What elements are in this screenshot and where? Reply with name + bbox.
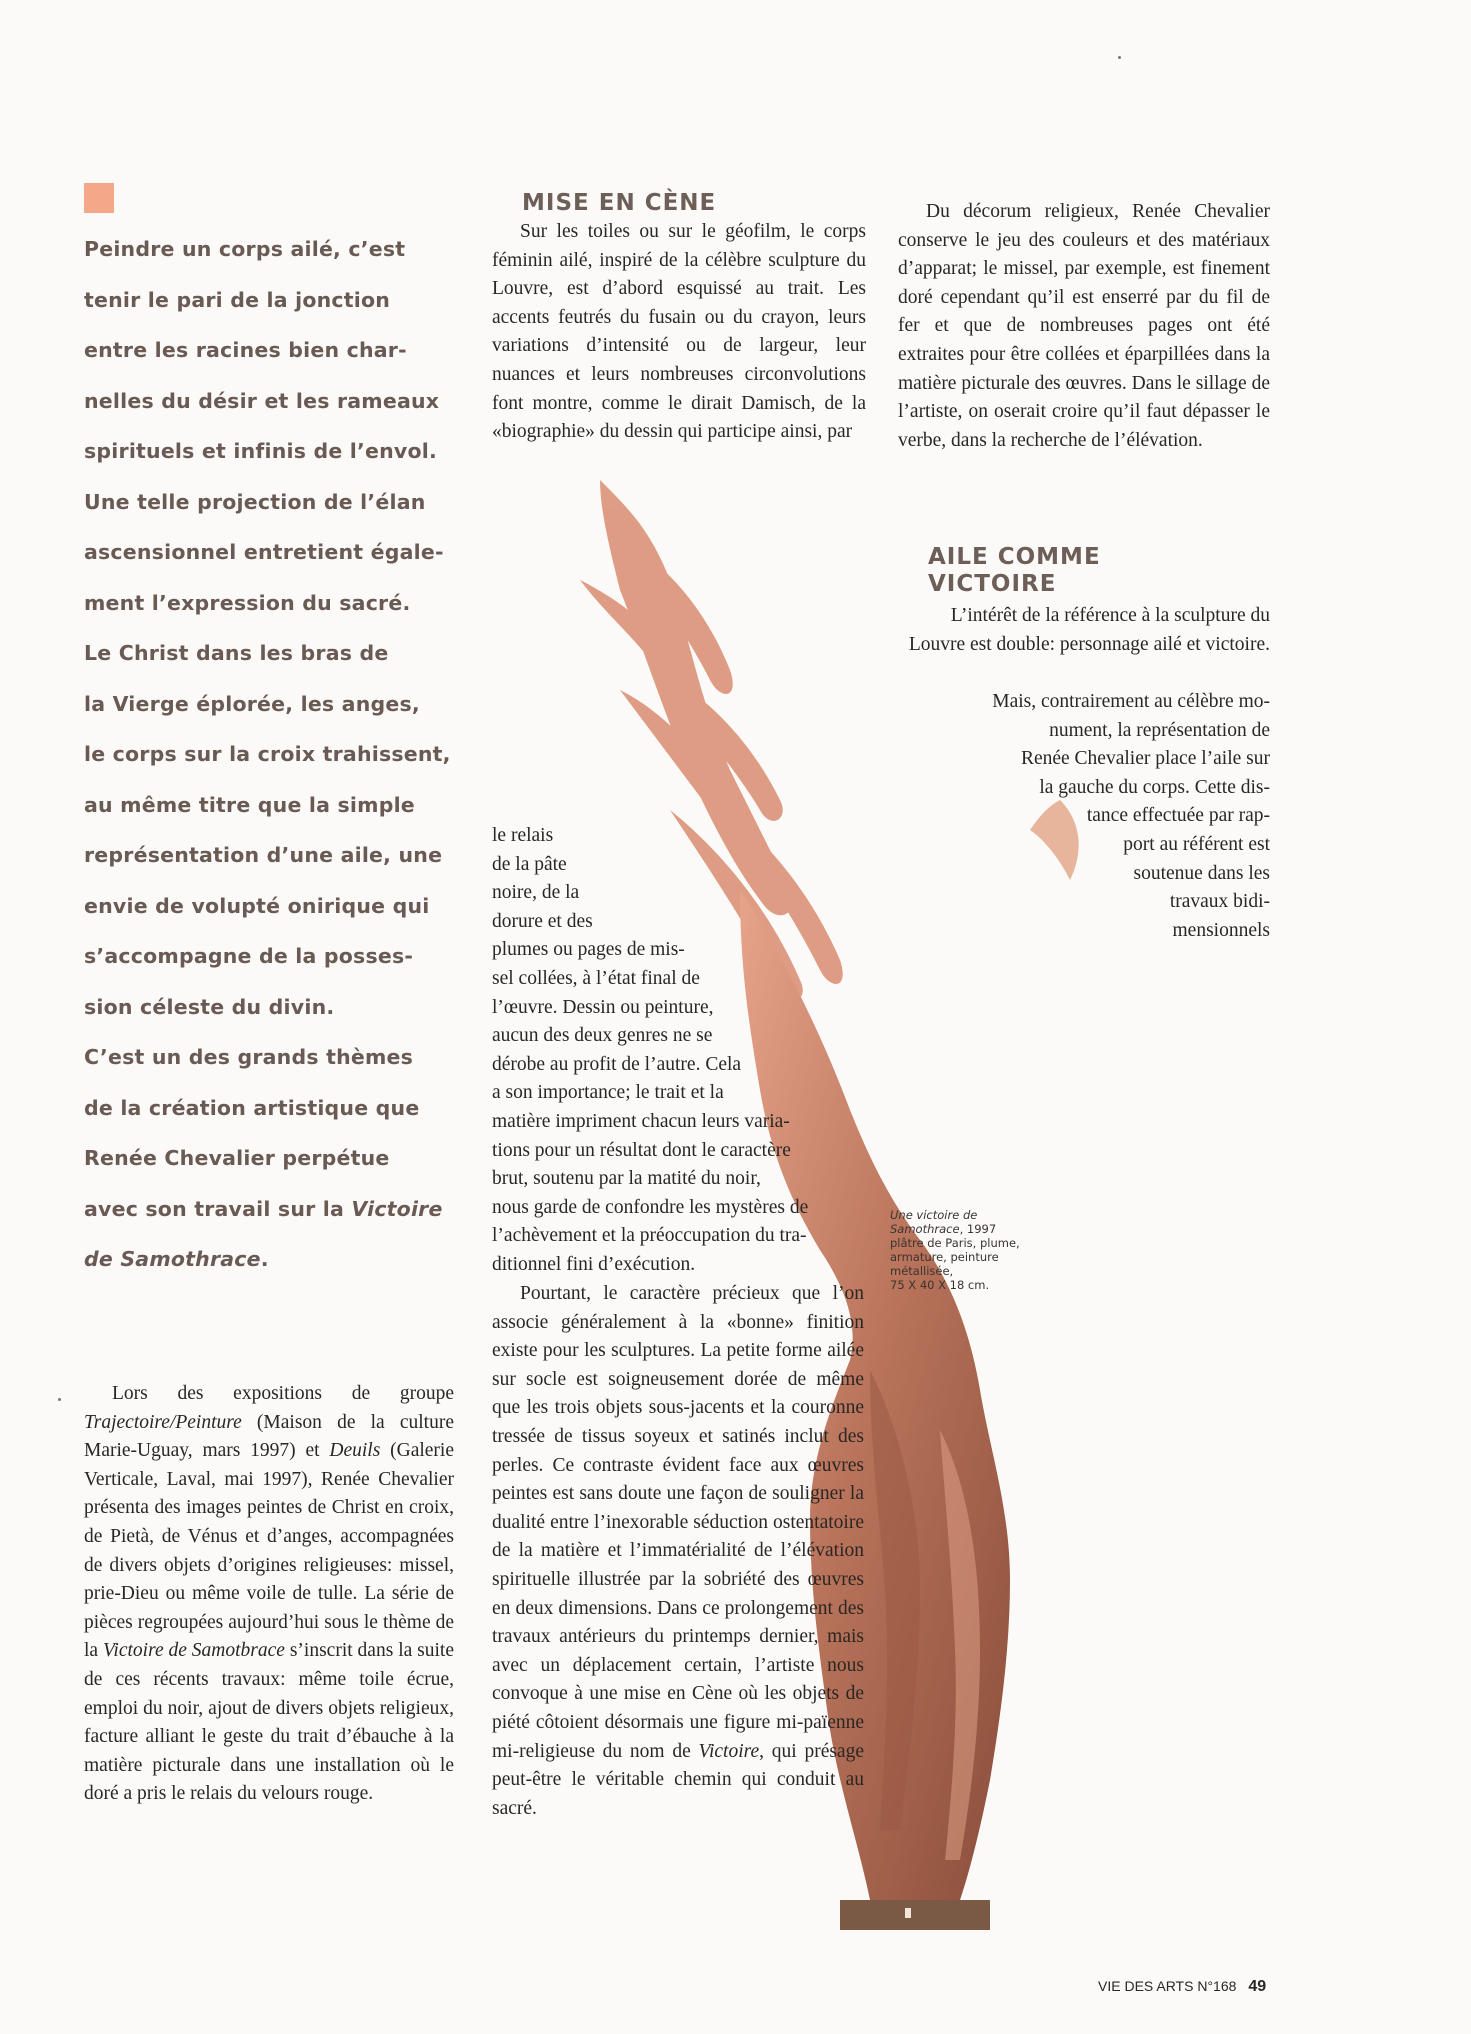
pull-quote-line: sion céleste du divin. [84, 994, 335, 1019]
caption-text: , 1997 [959, 1222, 997, 1236]
speck [1118, 56, 1121, 59]
paragraph: L’intérêt de la référence à la sculpture du Louvre est double: personnage ailé et victoire. [908, 605, 1270, 655]
pull-quote-line: spirituels et infinis de l’envol. [84, 439, 437, 463]
caption-line [890, 1208, 1040, 1236]
wrap-line: l’œuvre. Dessin ou peinture, [492, 996, 714, 1018]
exhibition-title: Trajectoire/Peinture [84, 1411, 242, 1433]
pull-quote-line: ascensionnel entretient égale- [84, 540, 444, 564]
caption-line: armature, peinture [890, 1250, 999, 1264]
wrap-line: plumes ou pages de mis- [492, 939, 685, 961]
wrap-line: la gauche du corps. Cette dis- [1039, 776, 1270, 798]
caption-line: métallisée, [890, 1264, 954, 1278]
caption-title: Une victoire de Samothrace [890, 1208, 978, 1236]
wrap-line: sel collées, à l’état final de [492, 967, 700, 989]
caption-line: plâtre de Paris, plume, [890, 1236, 1020, 1250]
pull-quote-line: Renée Chevalier perpétue [84, 1146, 390, 1170]
series-title: Victoire de Samotbrace [102, 1640, 285, 1662]
pull-quote-line: représentation d’une aile, une [84, 843, 443, 867]
wrap-line: aucun des deux genres ne se [492, 1025, 713, 1047]
paragraph [492, 1280, 864, 1823]
wrap-line: l’achèvement et la préoccupation du tra- [492, 1225, 807, 1247]
heading-line: AILE COMME [928, 544, 1101, 570]
column-3-wrap [898, 688, 1270, 945]
wrap-line: port au référent est [1123, 833, 1270, 855]
pull-quote-line: envie de volupté onirique qui [84, 893, 430, 918]
wrap-line: travaux bidi- [1169, 891, 1270, 913]
pull-quote-text: . [260, 1247, 269, 1271]
text: , qui présage peut-être le véritable chemin qui conduit au sacré. [492, 1740, 864, 1819]
pull-quote-italic: de Samothrace [84, 1247, 261, 1271]
pull-quote-line: entre les racines bien char- [84, 338, 407, 362]
wrap-line: a son importance; le trait et la [492, 1082, 724, 1104]
paragraph: Du décorum religieux, Renée Chevalier conserve le jeu des couleurs et des matériaux d’apparat; le missel, par exemple, est finement doré cependant qu’il est enserré par du fil de fer et que de nombreuses pages ont été extraites pour être collées et éparpillées dans la matière picturale des œuvres. Dans le sillage de l’artiste, on oserait croire qu’il faut dépasser le verbe, dans la recherche de l’élévation. [898, 201, 1270, 451]
paragraph: Sur les toiles ou sur le géofilm, le corps féminin ailé, inspiré de la célèbre sculpture du Louvre, est d’abord esquissé au trait. Les accents feutrés du fusain ou du crayon, leurs variations d’intensité ou de largeur, leur nuances et leurs nombreuses circonvolutions font montre, comme le dirait Damisch, de la «biographie» du dessin qui participe ainsi, par [492, 221, 866, 443]
exhibition-title: Deuils [329, 1440, 381, 1462]
speck [58, 1398, 61, 1401]
wrap-line: tance effectuée par rap- [1086, 805, 1270, 827]
text: (Galerie Verticale, Laval, mai 1997), Renée Chevalier présenta des images peintes de Christ en croix, de Pietà, de Vénus et d’anges, accompagnées de divers objets d’origines religieuses: missel, prie-Dieu ou même voile de tulle. La série de pièces regroupées aujourd’hui sous le thème de la [84, 1440, 454, 1662]
pull-quote-line: de la création artistique que [84, 1095, 420, 1120]
wrap-line: matière impriment chacun leurs varia- [492, 1110, 790, 1132]
accent-square [84, 183, 114, 213]
wrap-line: de la pâte [492, 853, 567, 875]
column-2-wrap [492, 822, 808, 1280]
pull-quote-italic: Victoire [351, 1196, 443, 1221]
pull-quote-line: Une telle projection de l’élan [84, 489, 426, 514]
column-2-bottom [492, 1280, 864, 1823]
pull-quote-line: s’accompagne de la posses- [84, 944, 414, 968]
pull-quote-text: avec son travail sur la [84, 1196, 345, 1221]
page-footer [1098, 1978, 1266, 1996]
pull-quote-line: C’est un des grands thèmes [84, 1045, 414, 1069]
text: Pourtant, le caractère précieux que l’on associe généralement à la «bonne» finition existe pour les sculptures. La petite forme ailée sur socle est soigneusement dorée de même que les trois objets sous-jacents et la couronne tressée de tissus soyeux et satinés inclut des perles. Ce contraste évident face aux œuvres peintes est sans doute une façon de souligner la dualité entre l’inexorable séduction ostentatoire de la matière et l’immatérialité de l’élévation spirituelle illustrée par la sobriété des œuvres en deux dimensions. Dans ce prolongement des travaux antérieurs du printemps dernier, mais avec un déplacement certain, l’artiste nous convoque à une mise en Cène où les objets de piété côtoient désormais une figure mi-païenne mi-religieuse du nom de [492, 1283, 864, 1762]
wrap-line: ditionnel fini d’exécution. [492, 1253, 696, 1275]
pull-quote-line [84, 1234, 444, 1285]
section-heading [928, 544, 1101, 598]
wrap-line: nous garde de confondre les mystères de [492, 1196, 809, 1218]
column-3-mid [898, 602, 1270, 659]
wrap-line: Renée Chevalier place l’aile sur [1020, 748, 1270, 770]
wrap-line: mensionnels [1172, 919, 1270, 941]
pull-quote-line [84, 1184, 444, 1235]
column-1 [84, 1380, 454, 1809]
heading-line: VICTOIRE [928, 571, 1057, 597]
pedestal-plate [905, 1908, 911, 1918]
text: s’inscrit dans la suite de ces récents travaux: même toile écrue, emploi du noir, ajout de divers objets religieux, facture alliant le geste du trait d’ébauche à la matière picturale dans une installation où le doré a pris le relais du velours rouge. [84, 1640, 454, 1805]
text: (Maison de la culture Marie-Uguay, mars 1997) et [84, 1411, 454, 1462]
page-number: 49 [1248, 1978, 1267, 1995]
wrap-line: le relais [492, 825, 554, 846]
wrap-line: dérobe au profit de l’autre. Cela [492, 1053, 742, 1075]
section-heading: MISE EN CÈNE [522, 190, 717, 216]
pull-quote-line: au même titre que la simple [84, 792, 415, 817]
paragraph [84, 1380, 454, 1809]
wrap-line: tions pour un résultat dont le caractère [492, 1139, 791, 1161]
column-2-top [492, 218, 866, 447]
wrap-line: Mais, contrairement au célèbre mo- [992, 691, 1270, 712]
work-title: Victoire [698, 1740, 760, 1762]
pedestal [840, 1900, 990, 1930]
caption-line: 75 X 40 X 18 cm. [890, 1278, 990, 1292]
magazine-name: VIE DES ARTS N°168 [1098, 1978, 1237, 1994]
pull-quote-line: ment l’expression du sacré. [84, 590, 411, 615]
wrap-line: dorure et des [492, 910, 593, 932]
pull-quote-line: le corps sur la croix trahissent, [84, 742, 451, 766]
image-caption [890, 1208, 1040, 1292]
wrap-line: brut, soutenu par la matité du noir, [492, 1168, 761, 1190]
column-3-top [898, 198, 1270, 455]
pull-quote-line: tenir le pari de la jonction [84, 287, 391, 312]
wrap-line: soutenue dans les [1133, 862, 1270, 884]
pull-quote-line: Le Christ dans les bras de [84, 641, 389, 665]
text: Lors des expositions de groupe [112, 1383, 454, 1404]
pull-quote-line: Peindre un corps ailé, c’est [84, 237, 406, 261]
pull-quote-line: la Vierge éplorée, les anges, [84, 691, 420, 716]
pull-quote [84, 224, 451, 1285]
pull-quote-line: nelles du désir et les rameaux [84, 388, 440, 413]
wrap-line: noire, de la [492, 882, 580, 904]
wrap-line: nument, la représentation de [1049, 719, 1270, 741]
